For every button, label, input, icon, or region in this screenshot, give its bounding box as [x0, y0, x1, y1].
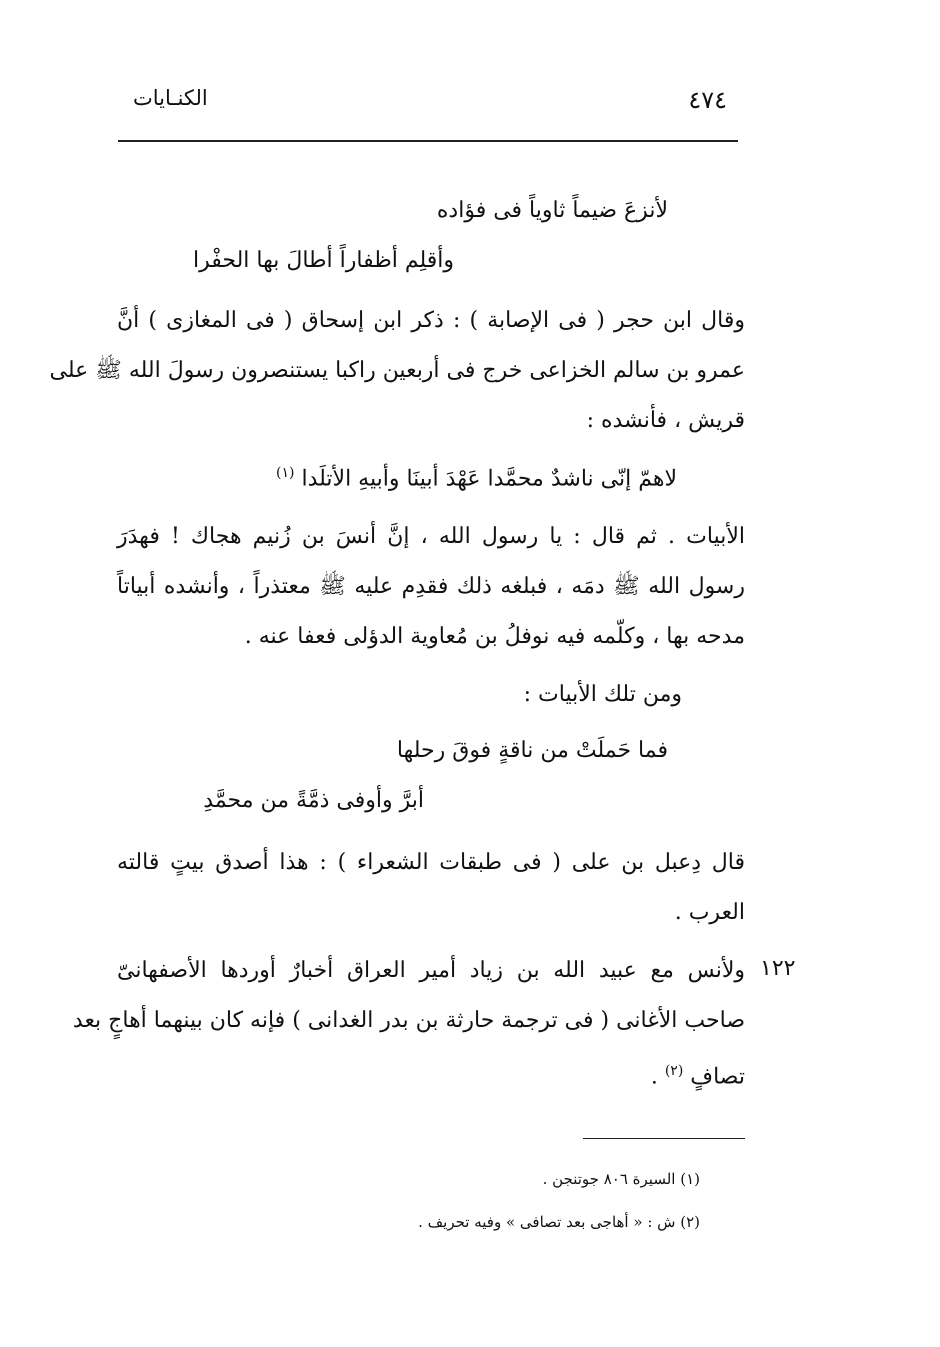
para1-line2: عمرو بن سالم الخزاعى خرج فى أربعين راكبا يستنصرون رسولَ الله ﷺ على [49, 358, 745, 383]
para4-line1: قال دِعبل بن على ( فى طبقات الشعراء ) : هذا أصدق بيتٍ قالته [117, 850, 745, 875]
verse2-text: لاهمّ إنّى ناشدٌ محمَّدا عَهْدَ أبينَا وأبيهِ الأتلَدا [301, 466, 677, 492]
entry-line3-end: . [650, 1064, 658, 1090]
verse2-line [276, 458, 677, 494]
entry-line2: صاحب الأغانى ( فى ترجمة حارثة بن بدر الغدانى ) فإنه كان بينهما أهاجٍ بعد [72, 1008, 745, 1033]
footnote-ref-1: (١) [275, 465, 295, 481]
entry-line3 [651, 1056, 745, 1092]
para1-line3: قريش ، فأنشده : [586, 408, 745, 433]
verse3-line2: أبرَّ وأوفى ذمَّةً من محمَّدِ [203, 788, 424, 813]
verse1-line1: لأنزعَ ضيماً ثاوياً فى فؤاده [436, 198, 668, 223]
verse1-line2: وأقلِم أظفاراً أطالَ بها الحفْرا [192, 248, 454, 273]
footnote-rule [583, 1138, 745, 1139]
footnote-1: (١) السيرة ٨٠٦ جوتنجن . [542, 1170, 700, 1188]
running-title: الكنـايات [133, 86, 208, 110]
footnote-ref-2: (٢) [664, 1063, 684, 1079]
header-rule [118, 140, 738, 142]
page-number: ٤٧٤ [688, 86, 727, 114]
para2-line2: رسول الله ﷺ دمَه ، فبلغه ذلك فقدِم عليه ﷺ معتذراً ، وأنشده أبياتاً [117, 574, 745, 599]
verse3-line1: فما حَملَتْ من ناقةٍ فوقَ رحلها [396, 738, 668, 763]
entry-line3-text: تصافٍ [690, 1064, 745, 1090]
para2-line3: مدحه بها ، وكلّمه فيه نوفلُ بن مُعاوية الدؤلى فعفا عنه . [244, 624, 745, 649]
entry-number: ١٢٢ [760, 956, 796, 981]
para4-line2: العرب . [674, 900, 745, 925]
entry-line1: ولأنس مع عبيد الله بن زياد أمير العراق أخبارٌ أوردها الأصفهانىّ [117, 958, 745, 983]
para3-line1: ومن تلك الأبيات : [523, 682, 682, 707]
para1-line1: وقال ابن حجر ( فى الإصابة ) : ذكر ابن إسحاق ( فى المغازى ) أنَّ [117, 308, 745, 333]
para2-line1: الأبيات . ثم قال : يا رسول الله ، إنَّ أنسَ بن زُنيم هجاك ! فهدَرَ [117, 524, 745, 549]
footnote-2: (٢) ش : « أهاجى بعد تصافى » وفيه تحريف . [418, 1213, 700, 1231]
